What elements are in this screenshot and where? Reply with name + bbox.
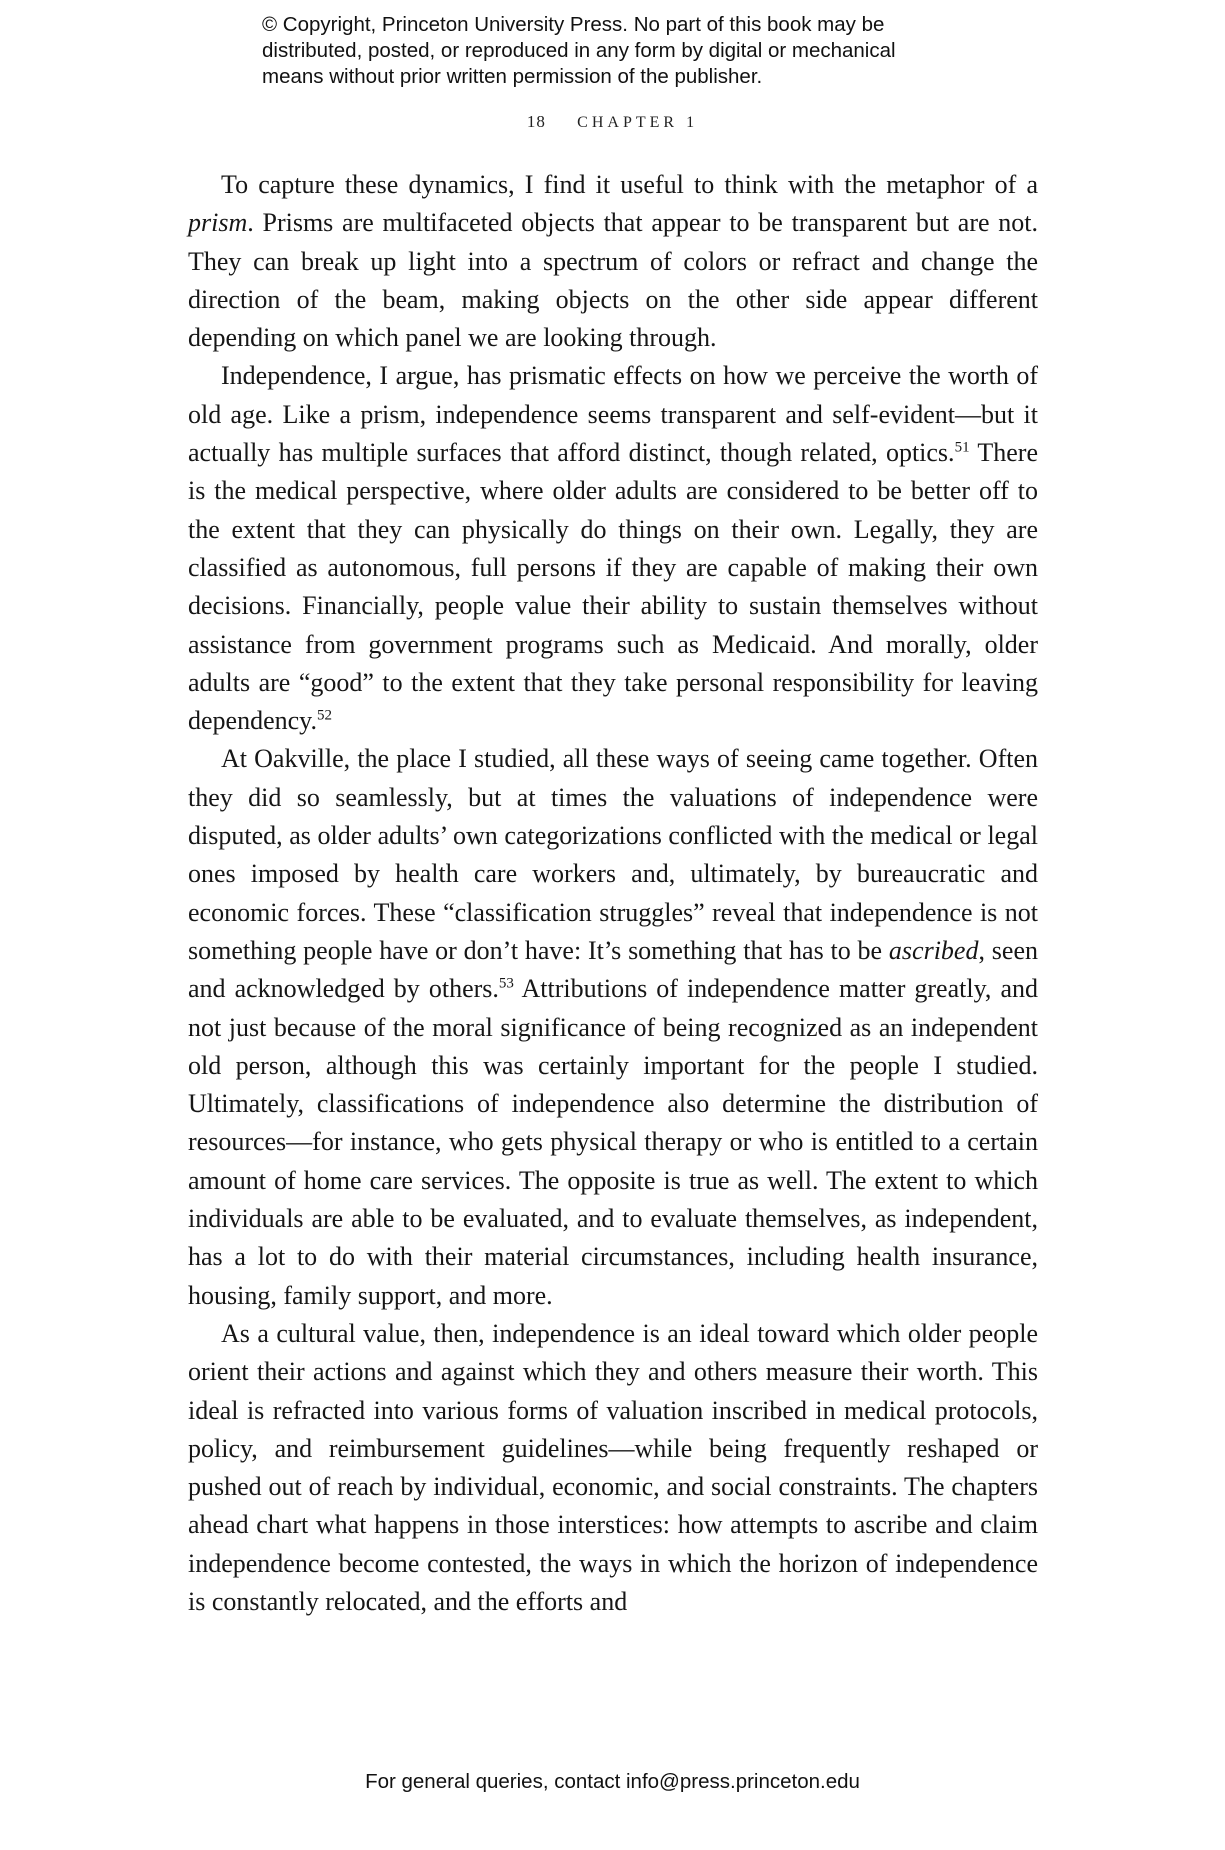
copyright-line-2: distributed, posted, or reproduced in any form by digital or mechanical	[262, 39, 896, 62]
paragraph-3	[188, 740, 1038, 1314]
running-head	[0, 112, 1225, 132]
footnote-ref-53[interactable]: 53	[498, 975, 514, 992]
footnote-ref-51[interactable]: 51	[954, 439, 970, 456]
copyright-notice	[262, 12, 982, 90]
paragraph-1	[188, 166, 1038, 357]
paragraph-2	[188, 357, 1038, 740]
paragraph-text: Independence, I argue, has prismatic effects on how we perceive the worth of old age. Like a prism, independence seems transparent and self-evident—but it actually has multiple surfaces that afford distinct, though related, optics.	[188, 361, 1038, 468]
emphasis-prism: prism	[188, 208, 248, 238]
paragraph-text: At Oakville, the place I studied, all these ways of seeing came together. Often they did so seamlessly, but at times the valuations of independence were disputed, as older adults’ own categorizations conflicted with the medical or legal ones imposed by health care workers and, ultimately, by bureaucratic and economic forces. These “classification struggles” reveal that independence is not something people have or don’t have: It’s something that has to be	[188, 744, 1038, 965]
body-text	[188, 166, 1038, 1621]
emphasis-ascribed: ascribed	[888, 935, 979, 965]
footer-contact: For general queries, contact info@press.princeton.edu	[365, 1770, 860, 1793]
paragraph-text: There is the medical perspective, where older adults are considered to be better off to the extent that they can physically do things on their own. Legally, they are classified as autonomous, full persons if they are capable of making their own decisions. Financially, people value their ability to sustain themselves without assistance from government programs such as Medicaid. And morally, older adults are “good” to the extent that they take personal responsibility for leaving dependency.	[188, 438, 1039, 736]
page-number: 18	[526, 112, 546, 131]
paragraph-text: . Prisms are multifaceted objects that appear to be transparent but are not. They can break up light into a spectrum of colors or refract and change the direction of the beam, making objects on the other side appear different depending on which panel we are looking through.	[188, 208, 1038, 353]
chapter-label: CHAPTER 1	[577, 114, 699, 131]
copyright-line-3: means without prior written permission of the publisher.	[262, 65, 763, 88]
footnote-ref-52[interactable]: 52	[316, 707, 332, 724]
paragraph-4	[188, 1315, 1038, 1621]
paragraph-text: As a cultural value, then, independence is an ideal toward which older people orient their actions and against which they and others measure their worth. This ideal is refracted into various forms of valuation inscribed in medical protocols, policy, and reimbursement guidelines—while being frequently reshaped or pushed out of reach by individual, economic, and social constraints. The chapters ahead chart what happens in those interstices: how attempts to ascribe and claim independence become contested, the ways in which the horizon of independence is constantly relocated, and the efforts and	[188, 1318, 1038, 1616]
paragraph-text: To capture these dynamics, I find it useful to think with the metaphor of a	[221, 170, 1038, 199]
paragraph-text: , seen and acknowledged by others.	[188, 935, 1038, 1004]
copyright-line-1: © Copyright, Princeton University Press. No part of this book may be	[262, 13, 885, 36]
paragraph-text: Attributions of independence matter greatly, and not just because of the moral significance of being recognized as an independent old person, although this was certainly important for the people I studied. Ultimately, classifications of independence also determine the distribution of resources—for instance, who gets physical therapy or who is entitled to a certain amount of home care services. The opposite is true as well. The extent to which individuals are able to be evaluated, and to evaluate themselves, as independent, has a lot to do with their material circumstances, including health insurance, housing, family support, and more.	[188, 974, 1038, 1310]
